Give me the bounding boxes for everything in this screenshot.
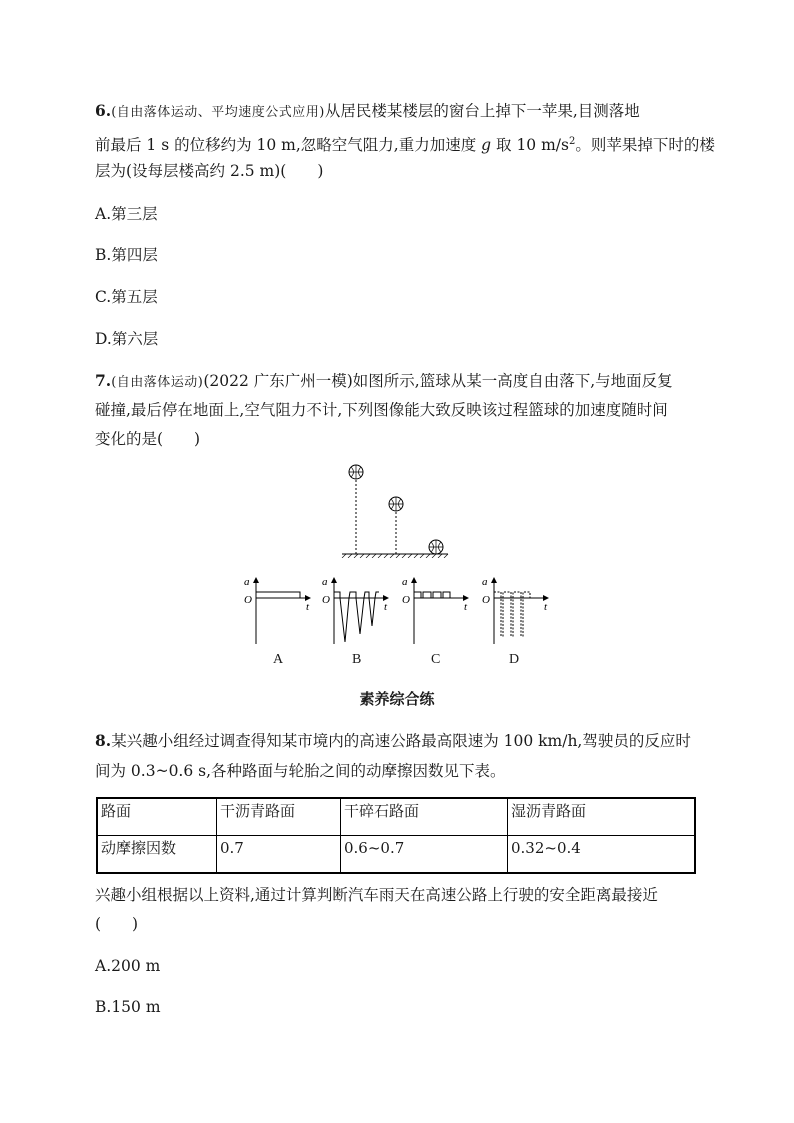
q7-text1: (2022 广东广州一模)如图所示,篮球从某一高度自由落下,与地面反复: [203, 372, 673, 390]
graph-a: [244, 576, 310, 644]
q6-option-b: B.第四层: [95, 246, 158, 264]
q6-option-c: C.第五层: [95, 288, 158, 306]
graph-b-axis-t: t: [384, 601, 388, 613]
q6-line3: 层为(设每层楼高约 2.5 m)( ): [95, 162, 324, 180]
table-cell: 动摩擦因数: [97, 836, 217, 874]
graph-caption-c: C: [431, 652, 441, 667]
table-row: [97, 836, 695, 874]
graph-d-axis-t: t: [544, 601, 548, 613]
graph-d: [482, 576, 548, 644]
q6-line1: [95, 100, 640, 124]
graph-a-axis-a: a: [244, 576, 250, 588]
q7-number: 7.: [95, 371, 112, 390]
graph-c-axis-t: t: [464, 601, 468, 613]
table-header-cell: 湿沥青路面: [508, 798, 696, 836]
q6-text1: 从居民楼某楼层的窗台上掉下一苹果,目测落地: [324, 102, 640, 120]
graph-c: [402, 576, 468, 644]
graph-a-origin: O: [244, 594, 252, 606]
graph-caption-d: D: [509, 652, 520, 667]
q6-text2a: 前最后 1 s 的位移约为 10 m,忽略空气阻力,重力加速度: [95, 136, 482, 155]
acceleration-graphs: [236, 574, 556, 650]
graph-a-axis-t: t: [306, 601, 310, 613]
basketball-illustration: [330, 458, 460, 558]
q8-option-a: A.200 m: [95, 957, 161, 975]
ball-3: [429, 540, 443, 554]
q7-line3: 变化的是( ): [95, 430, 201, 448]
q8-line1: [95, 730, 691, 752]
q8-line4: ( ): [95, 915, 139, 933]
q8-text1: 某兴趣小组经过调查得知某市境内的高速公路最高限速为 100 km/h,驾驶员的反应时: [111, 732, 691, 750]
q8-number: 8.: [95, 731, 112, 750]
graph-b-axis-a: a: [322, 576, 328, 588]
table-cell: 0.32~0.4: [508, 836, 696, 874]
graph-b: [322, 576, 388, 644]
q6-number: 6.: [95, 101, 112, 120]
q6-text2c: 。则苹果掉下时的楼: [575, 136, 715, 155]
friction-table: [96, 797, 696, 874]
table-header-cell: 干碎石路面: [341, 798, 508, 836]
q7-line1: [95, 370, 673, 394]
ball-1: [349, 465, 363, 479]
q7-line2: 碰撞,最后停在地面上,空气阻力不计,下列图像能大致反映该过程篮球的加速度随时间: [95, 401, 668, 419]
table-header-cell: 路面: [97, 798, 217, 836]
graph-b-origin: O: [322, 594, 330, 606]
graph-c-axis-a: a: [402, 576, 408, 588]
graph-caption-a: A: [273, 652, 284, 667]
q6-option-a: A.第三层: [95, 205, 158, 223]
q6-sup: 2: [568, 136, 576, 147]
q8-line3: 兴趣小组根据以上资料,通过计算判断汽车雨天在高速公路上行驶的安全距离最接近: [95, 886, 658, 904]
graph-d-origin: O: [482, 594, 490, 606]
graph-c-origin: O: [402, 594, 410, 606]
table-header-row: [97, 798, 695, 836]
section-title: 素养综合练: [359, 690, 435, 708]
table-cell: 0.6~0.7: [341, 836, 508, 874]
q6-line2: [95, 131, 715, 156]
graph-caption-b: B: [352, 652, 362, 667]
ball-2: [389, 497, 403, 511]
q6-tag: (自由落体运动、平均速度公式应用): [111, 105, 325, 120]
graph-d-axis-a: a: [482, 576, 488, 588]
q7-tag: (自由落体运动): [111, 375, 204, 390]
q6-option-d: D.第六层: [95, 330, 159, 348]
table-cell: 0.7: [217, 836, 341, 874]
table-header-cell: 干沥青路面: [217, 798, 341, 836]
q6-text2b: 取 10 m/s: [491, 136, 569, 155]
q8-line2: 间为 0.3~0.6 s,各种路面与轮胎之间的动摩擦因数见下表。: [95, 762, 506, 780]
q6-g: g: [481, 136, 492, 155]
q8-option-b: B.150 m: [95, 998, 161, 1016]
